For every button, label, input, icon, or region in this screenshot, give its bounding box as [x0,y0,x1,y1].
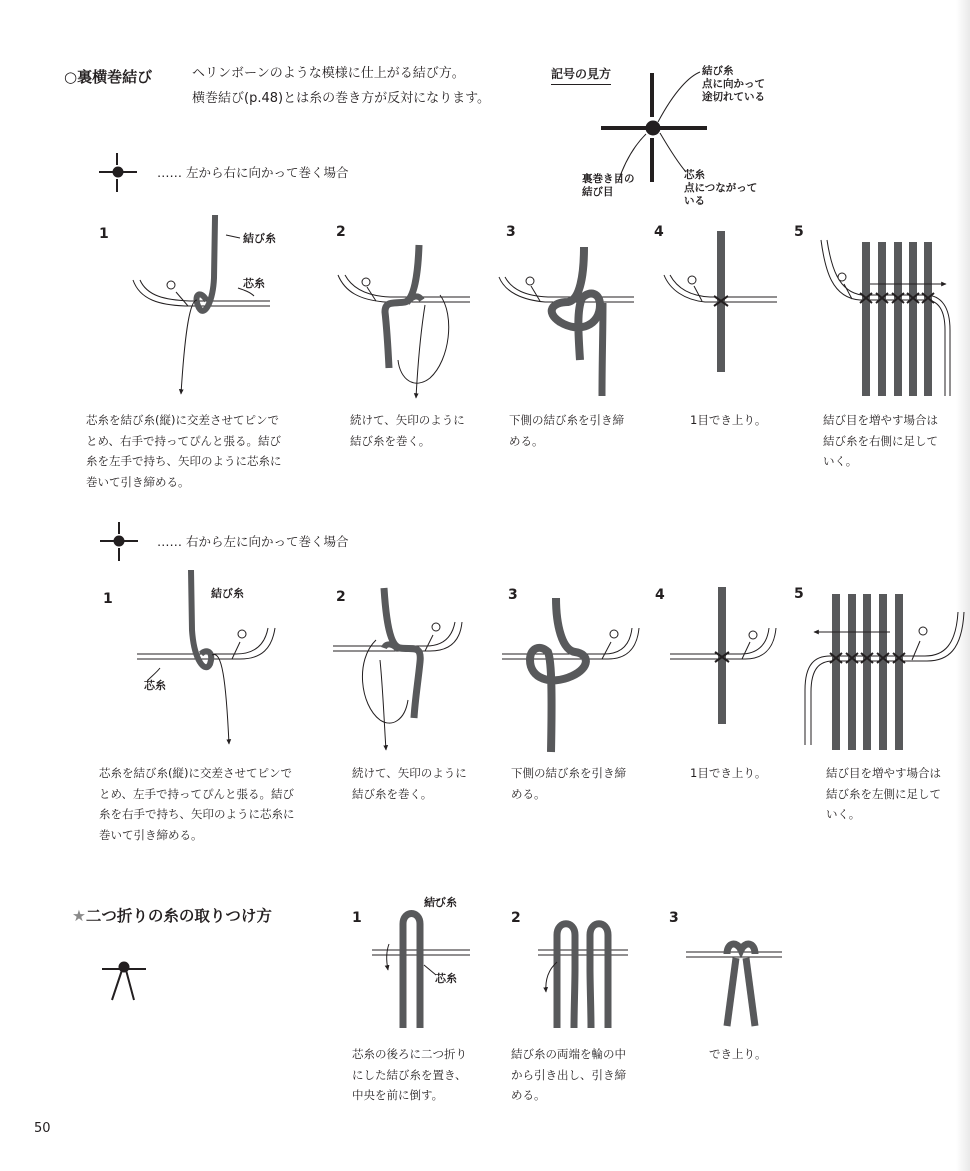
section2-label-core-cord: 芯糸 [435,972,457,985]
row2-step1-num: 1 [103,591,113,607]
legend-title: 記号の見方 [551,65,611,85]
section2-step2-num: 2 [511,910,521,926]
row1-step5-caption: 結び目を増やす場合は 結び糸を右側に足して いく。 [823,413,938,468]
legend-note-left: 裏巻き目の 結び目 [582,173,635,198]
row2-step2-illustration [333,588,462,750]
section2-step1-num: 1 [352,910,362,926]
row2-step4-caption: 1目でき上り。 [690,766,767,780]
page-number: 50 [34,1121,51,1136]
row2-step1-caption: 芯糸を結び糸(縦)に交差させてピンで とめ、左手で持ってぴんと張る。結び 糸を右手で持ち、矢印のように芯糸に 巻いて引き締める。 [99,766,295,842]
intro-line-1: ヘリンボーンのような模様に仕上がる結び方。 [192,66,465,81]
row1-step1-num: 1 [99,226,109,242]
row2-step3-illustration [502,598,639,752]
row1-step5-num: 5 [794,224,804,240]
row1-step5-illustration [821,240,950,396]
section2-step1-caption: 芯糸の後ろに二つ折り にした結び糸を置き、 中央を前に倒す。 [352,1047,467,1102]
row2-step5-num: 5 [794,586,804,602]
intro-line-2: 横巻結び(p.48)とは糸の巻き方が反対になります。 [192,91,491,106]
row2-step5-illustration [805,594,964,750]
row2-label-core-cord: 芯糸 [144,679,166,692]
legend-note-right: 芯糸 点につながって いる [684,169,758,207]
row2-step2-caption: 続けて、矢印のように 結び糸を巻く。 [352,766,467,801]
row1-step4-caption: 1目でき上り。 [690,413,767,427]
row1-step1-caption: 芯糸を結び糸(縦)に交差させてピンで とめ、右手で持ってぴんと張る。結び 糸を左手で持ち、矢印のように芯糸に 巻いて引き締める。 [86,413,282,489]
row2-step2-num: 2 [336,589,346,605]
row2-step3-caption: 下側の結び糸を引き締 める。 [511,766,626,801]
row1-direction: …… 左から右に向かって巻く場合 [157,165,349,180]
section2-title [72,904,272,926]
lark-step2-illustration [538,924,628,1028]
row2-direction: …… 右から左に向かって巻く場合 [157,534,349,549]
row2-step1-illustration [137,570,275,744]
section-title: ○裏横巻結び [64,68,153,86]
section2-label-knot-cord: 結び糸 [424,896,457,909]
row1-step3-caption: 下側の結び糸を引き締 める。 [509,413,624,448]
row1-step2-illustration [338,245,470,398]
row2-step4-num: 4 [655,587,665,603]
lark-head-symbol [102,962,146,1000]
lark-step3-illustration [686,944,782,1026]
legend-note-top: 結び糸 点に向かって 途切れている [702,65,765,103]
row1-label-knot-cord: 結び糸 [243,232,276,245]
row1-step4-num: 4 [654,224,664,240]
row2-step5-caption: 結び目を増やす場合は 結び糸を左側に足して いく。 [826,766,941,821]
section2-step2-caption: 結び糸の両端を輪の中 から引き出し、引き締 める。 [511,1047,626,1102]
legend-symbol [601,72,707,182]
row1-step3-num: 3 [506,224,516,240]
row2-label-knot-cord: 結び糸 [211,587,244,600]
section2-step3-num: 3 [669,910,679,926]
row2-step3-num: 3 [508,587,518,603]
row1-label-core-cord: 芯糸 [243,277,265,290]
row2-step4-illustration [670,587,776,724]
section2-title-text: 二つ折りの糸の取りつけ方 [85,907,272,925]
dir-symbol-right [99,153,137,192]
row1-step2-caption: 続けて、矢印のように 結び糸を巻く。 [350,413,465,448]
row1-step4-illustration [664,231,777,372]
lark-step1-illustration [372,900,470,1028]
section2-step3-caption: でき上り。 [709,1047,767,1061]
star-icon: ★ [72,907,86,925]
row1-step3-illustration [499,247,634,396]
dir-symbol-left [100,522,138,561]
row1-step2-num: 2 [336,224,346,240]
